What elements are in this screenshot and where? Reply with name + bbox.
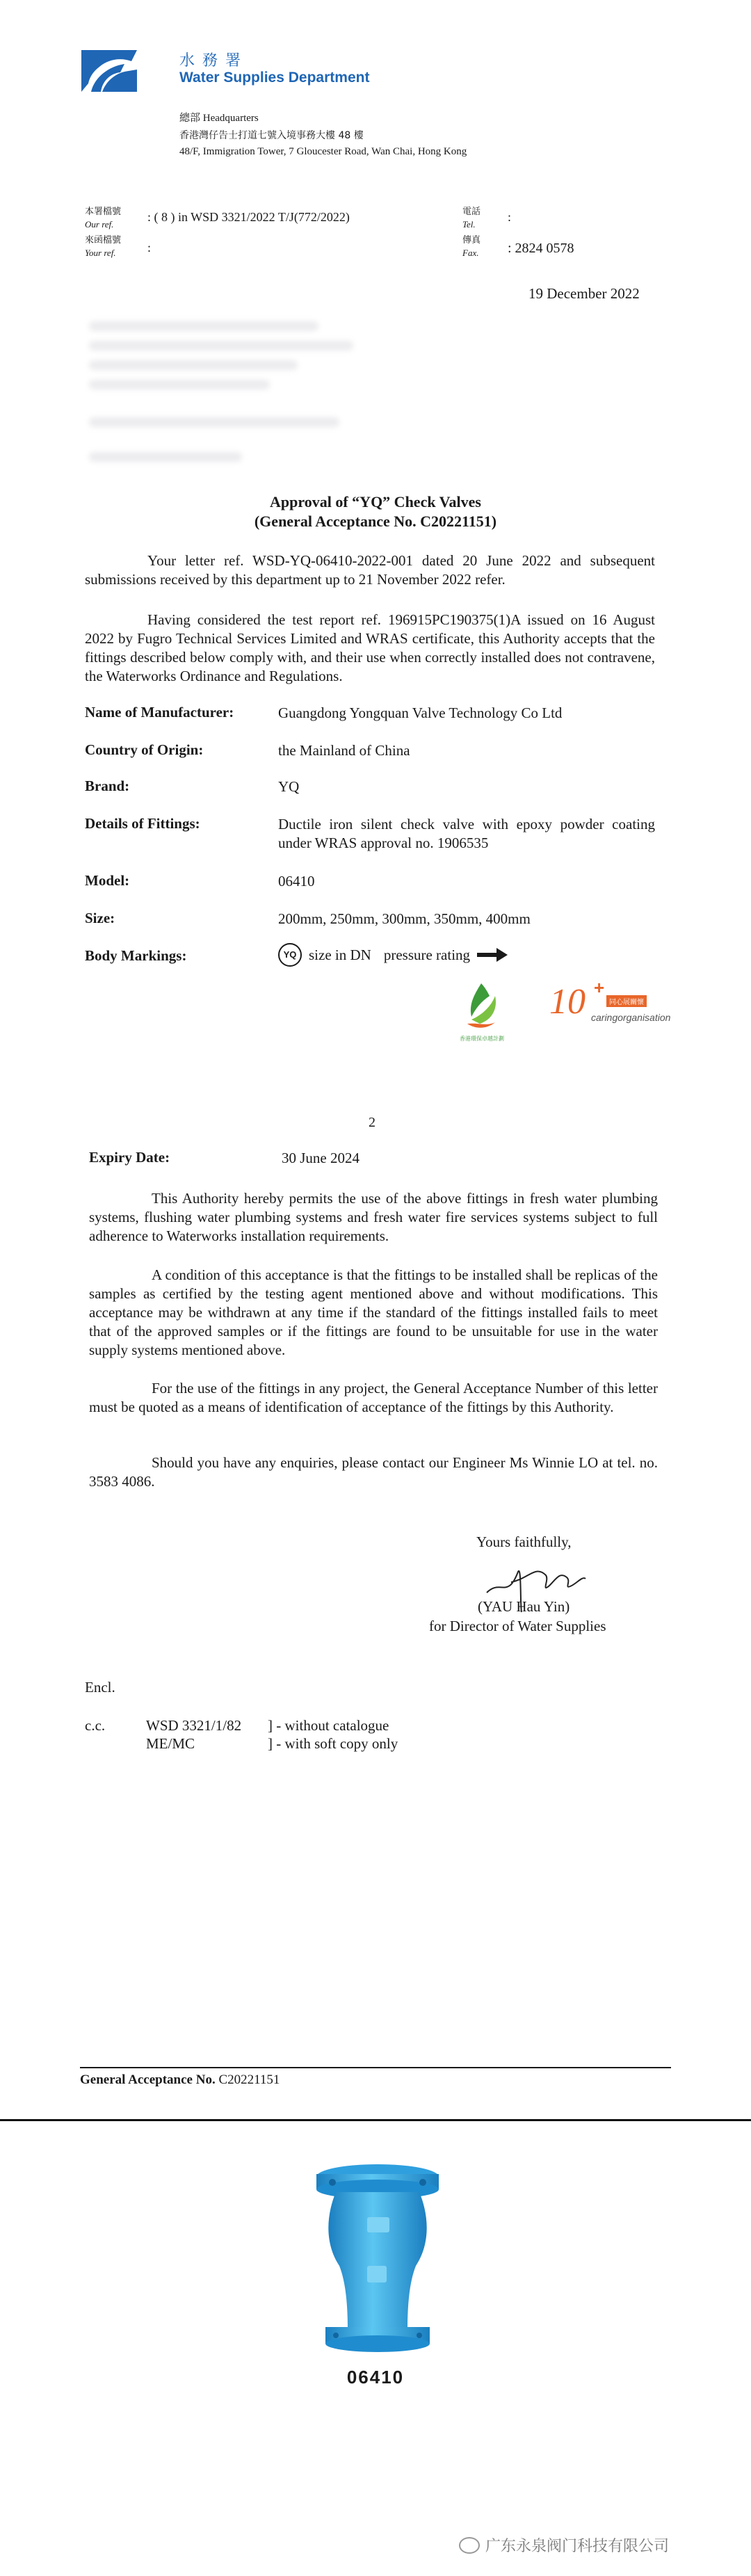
cc-note: ] - with soft copy only: [268, 1735, 398, 1752]
detail-label: Name of Manufacturer:: [85, 704, 234, 721]
wechat-icon: [459, 2537, 480, 2554]
cc-label: c.c.: [85, 1717, 106, 1734]
department-name-en: Water Supplies Department: [179, 70, 370, 86]
detail-value: YQ: [278, 778, 300, 795]
expiry-label: Expiry Date:: [89, 1149, 170, 1166]
wsd-logo-icon: [81, 50, 137, 92]
body-markings: YQ size in DN pressure rating: [278, 943, 508, 967]
detail-label: Body Markings:: [85, 947, 187, 964]
address-en: 48/F, Immigration Tower, 7 Gloucester Road, Wan Chai, Hong Kong: [179, 146, 467, 157]
watermark: 广东永泉阀门科技有限公司: [459, 2534, 669, 2556]
department-name-cn: 水 務 署: [179, 52, 242, 70]
signatory-role: for Director of Water Supplies: [429, 1618, 606, 1634]
paragraph-acceptance: Having considered the test report ref. 196915PC190375(1)A issued on 16 August 2022 by Fugro Technical Services Limited and WRAS certificate, this Authority accepts that the fittings described below comply with, and their use when correctly installed does not contravene, the Waterworks Ordinance and Regulations.: [85, 611, 655, 684]
footer-rule: [80, 2067, 671, 2068]
paragraph-reference: Your letter ref. WSD-YQ-06410-2022-001 dated 20 June 2022 and subsequent submissions received by this department up to 21 November 2022 refer.: [85, 552, 655, 588]
detail-value: the Mainland of China: [278, 742, 410, 759]
detail-label: Size:: [85, 910, 115, 926]
detail-label: Brand:: [85, 778, 130, 794]
signatory-name: (YAU Hau Yin): [478, 1598, 570, 1615]
cc-ref: ME/MC: [146, 1735, 195, 1752]
cc-ref: WSD 3321/1/82: [146, 1717, 242, 1734]
tel-label: 電話 Tel.: [462, 207, 481, 230]
flow-arrow-icon: [477, 948, 508, 962]
detail-value: 06410: [278, 873, 315, 889]
detail-label: Country of Origin:: [85, 741, 204, 758]
paragraph-permitted-use: This Authority hereby permits the use of the above fittings in fresh water plumbing systems, flushing water plumbing systems and fresh water fire services systems subject to full adherence to Waterworks installation requirements.: [89, 1190, 658, 1244]
address-cn: 香港灣仔告士打道七號入境事務大樓 48 樓: [179, 130, 364, 141]
caring-organisation-badge: 10 + 同心展關懷 caringorganisation: [549, 977, 671, 1023]
detail-label: Model:: [85, 872, 130, 889]
fax-value: : 2824 0578: [508, 241, 574, 256]
detail-label: Details of Fittings:: [85, 815, 200, 832]
eco-excellence-logo-icon: [453, 981, 509, 1036]
your-ref-value: :: [147, 241, 152, 255]
paragraph-enquiries: Should you have any enquiries, please contact our Engineer Ms Winnie LO at tel. no. 3583 4086.: [89, 1454, 658, 1490]
yq-mark-icon: YQ: [278, 943, 302, 967]
your-ref-label: 來函檔號 Your ref.: [85, 235, 122, 258]
expiry-value: 30 June 2024: [282, 1150, 360, 1166]
fax-label: 傳真 Fax.: [462, 235, 481, 258]
enclosure-label: Encl.: [85, 1679, 115, 1696]
our-ref-value: : ( 8 ) in WSD 3321/2022 T/J(772/2022): [147, 210, 350, 224]
paragraph-condition: A condition of this acceptance is that the fittings to be installed shall be replicas of the samples as certified by the testing agent mentioned above and without modifications. This acceptance may be withdrawn at any time if the standard of the fittings installed fails to meet that of the approved samples or if the fittings are found to be unsuitable for use in the water supply systems mentioned above.: [89, 1266, 658, 1358]
page-divider: [0, 2119, 751, 2121]
letter-date: 19 December 2022: [528, 285, 640, 302]
model-caption: 06410: [346, 2367, 405, 2388]
hq-label: 總部 Headquarters: [179, 111, 259, 124]
tel-value: :: [508, 210, 512, 224]
footer-acceptance-no: General Acceptance No. C20221151: [80, 2072, 280, 2087]
detail-value: Ductile iron silent check valve with epoxy powder coating under WRAS approval no. 1906535: [278, 816, 655, 851]
detail-value: 200mm, 250mm, 300mm, 350mm, 400mm: [278, 910, 531, 927]
eco-logo-text: 香港環保卓越計劃: [460, 1036, 504, 1042]
closing: Yours faithfully,: [476, 1533, 572, 1550]
page-number: 2: [369, 1115, 376, 1130]
detail-value: Guangdong Yongquan Valve Technology Co Ltd: [278, 705, 563, 721]
paragraph-project-use: For the use of the fittings in any project, the General Acceptance Number of this letter must be quoted as a means of identification of acceptance of the fittings by this Authority.: [89, 1380, 658, 1415]
check-valve-image: [312, 2162, 444, 2370]
cc-note: ] - without catalogue: [268, 1717, 389, 1734]
letter-title: Approval of “YQ” Check Valves (General Acceptance No. C20221151): [254, 493, 497, 530]
our-ref-label: 本署檔號 Our ref.: [85, 207, 122, 230]
